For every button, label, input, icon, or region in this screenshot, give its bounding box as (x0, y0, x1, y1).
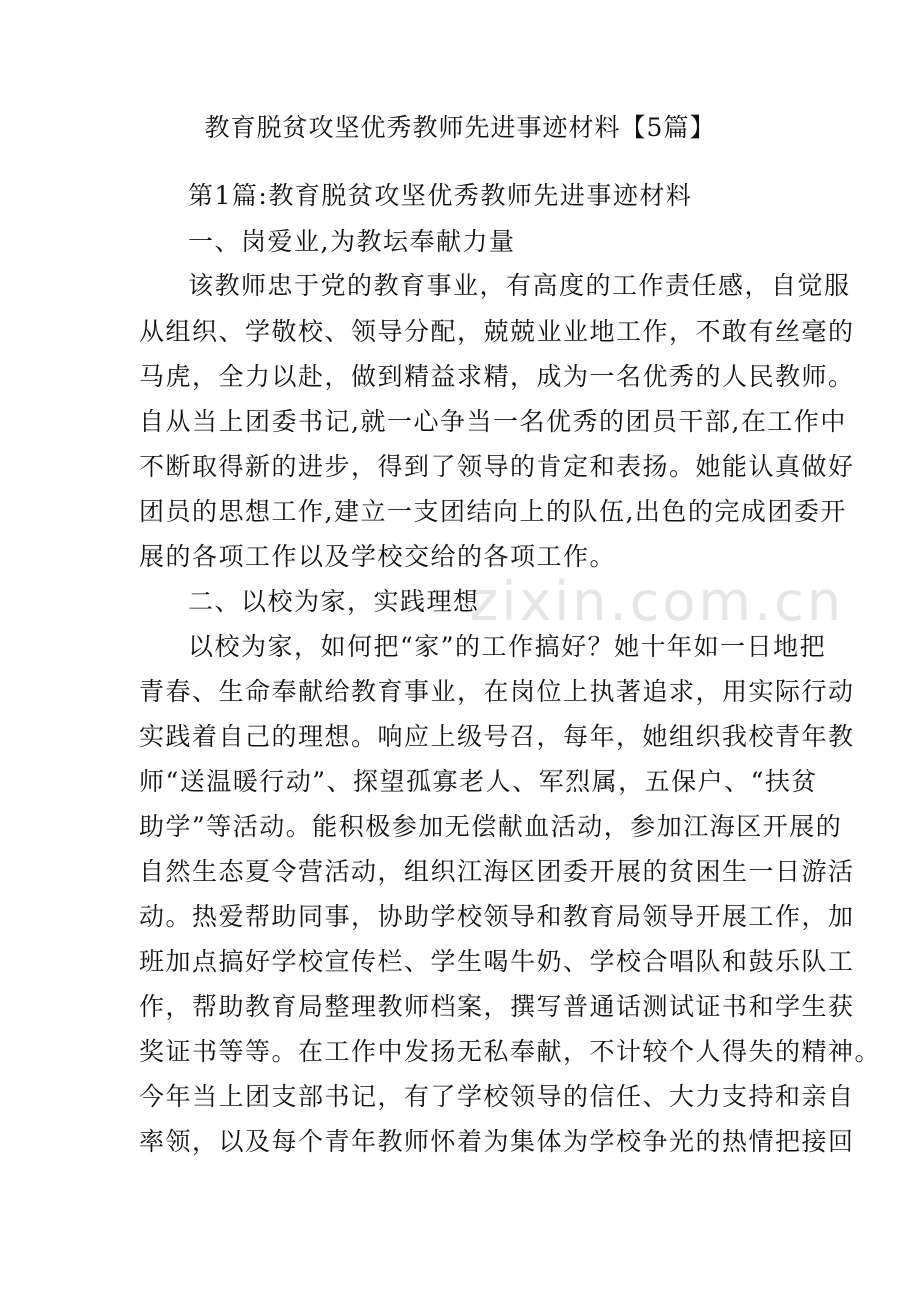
paragraph-line: 不断取得新的进步，得到了领导的肯定和表扬。她能认真做好 (139, 452, 855, 481)
paragraph-line: 自然生态夏令营活动，组织江海区团委开展的贫困生一日游活 (139, 857, 855, 886)
paragraph-line: 今年当上团支部书记，有了学校领导的信任、大力支持和亲自 (139, 1082, 855, 1111)
paragraph-line: 自从当上团委书记,就一心争当一名优秀的团员干部,在工作中 (139, 407, 847, 436)
watermark: zixin.com.cn (470, 570, 845, 633)
paragraph-line: 以校为家，如何把“家”的工作搞好？她十年如一日地把 (188, 632, 827, 661)
paragraph-line: 青春、生命奉献给教育事业，在岗位上执著追求，用实际行动 (139, 677, 855, 706)
paragraph-line: 作，帮助教育局整理教师档案，撰写普通话测试证书和学生获 (139, 992, 855, 1021)
paragraph-line: 该教师忠于党的教育事业，有高度的工作责任感，自觉服 (188, 271, 851, 300)
document-title: 教育脱贫攻坚优秀教师先进事迹材料【5篇】 (204, 113, 716, 142)
paragraph-line: 从组织、学敬校、领导分配，兢兢业业地工作，不敢有丝毫的 (139, 317, 855, 346)
paragraph-line: 动。热爱帮助同事，协助学校领导和教育局领导开展工作，加 (139, 902, 855, 931)
paragraph-line: 马虎，全力以赴，做到精益求精，成为一名优秀的人民教师。 (139, 362, 855, 391)
section-heading-1: 一、岗爱业,为教坛奉献力量 (188, 227, 516, 256)
section-heading-2: 二、以校为家，实践理想 (188, 587, 480, 616)
paragraph-line: 率领，以及每个青年教师怀着为集体为学校争光的热情把接回 (139, 1127, 855, 1156)
paragraph-line: 师“送温暖行动”、探望孤寡老人、军烈属，五保户、“扶贫 (139, 767, 818, 796)
paragraph-line: 奖证书等等。在工作中发扬无私奉献，不计较个人得失的精神。 (139, 1037, 882, 1066)
paragraph-line: 实践着自己的理想。响应上级号召，每年，她组织我校青年教 (139, 722, 855, 751)
paragraph-line: 助学”等活动。能积极参加无偿献血活动，参加江海区开展的 (139, 812, 843, 841)
paragraph-line: 展的各项工作以及学校交给的各项工作。 (139, 542, 617, 571)
chapter-heading: 第1篇:教育脱贫攻坚优秀教师先进事迹材料 (188, 181, 693, 210)
paragraph-line: 团员的思想工作,建立一支团结向上的队伍,出色的完成团委开 (139, 497, 847, 526)
paragraph-line: 班加点搞好学校宣传栏、学生喝牛奶、学校合唱队和鼓乐队工 (139, 947, 855, 976)
